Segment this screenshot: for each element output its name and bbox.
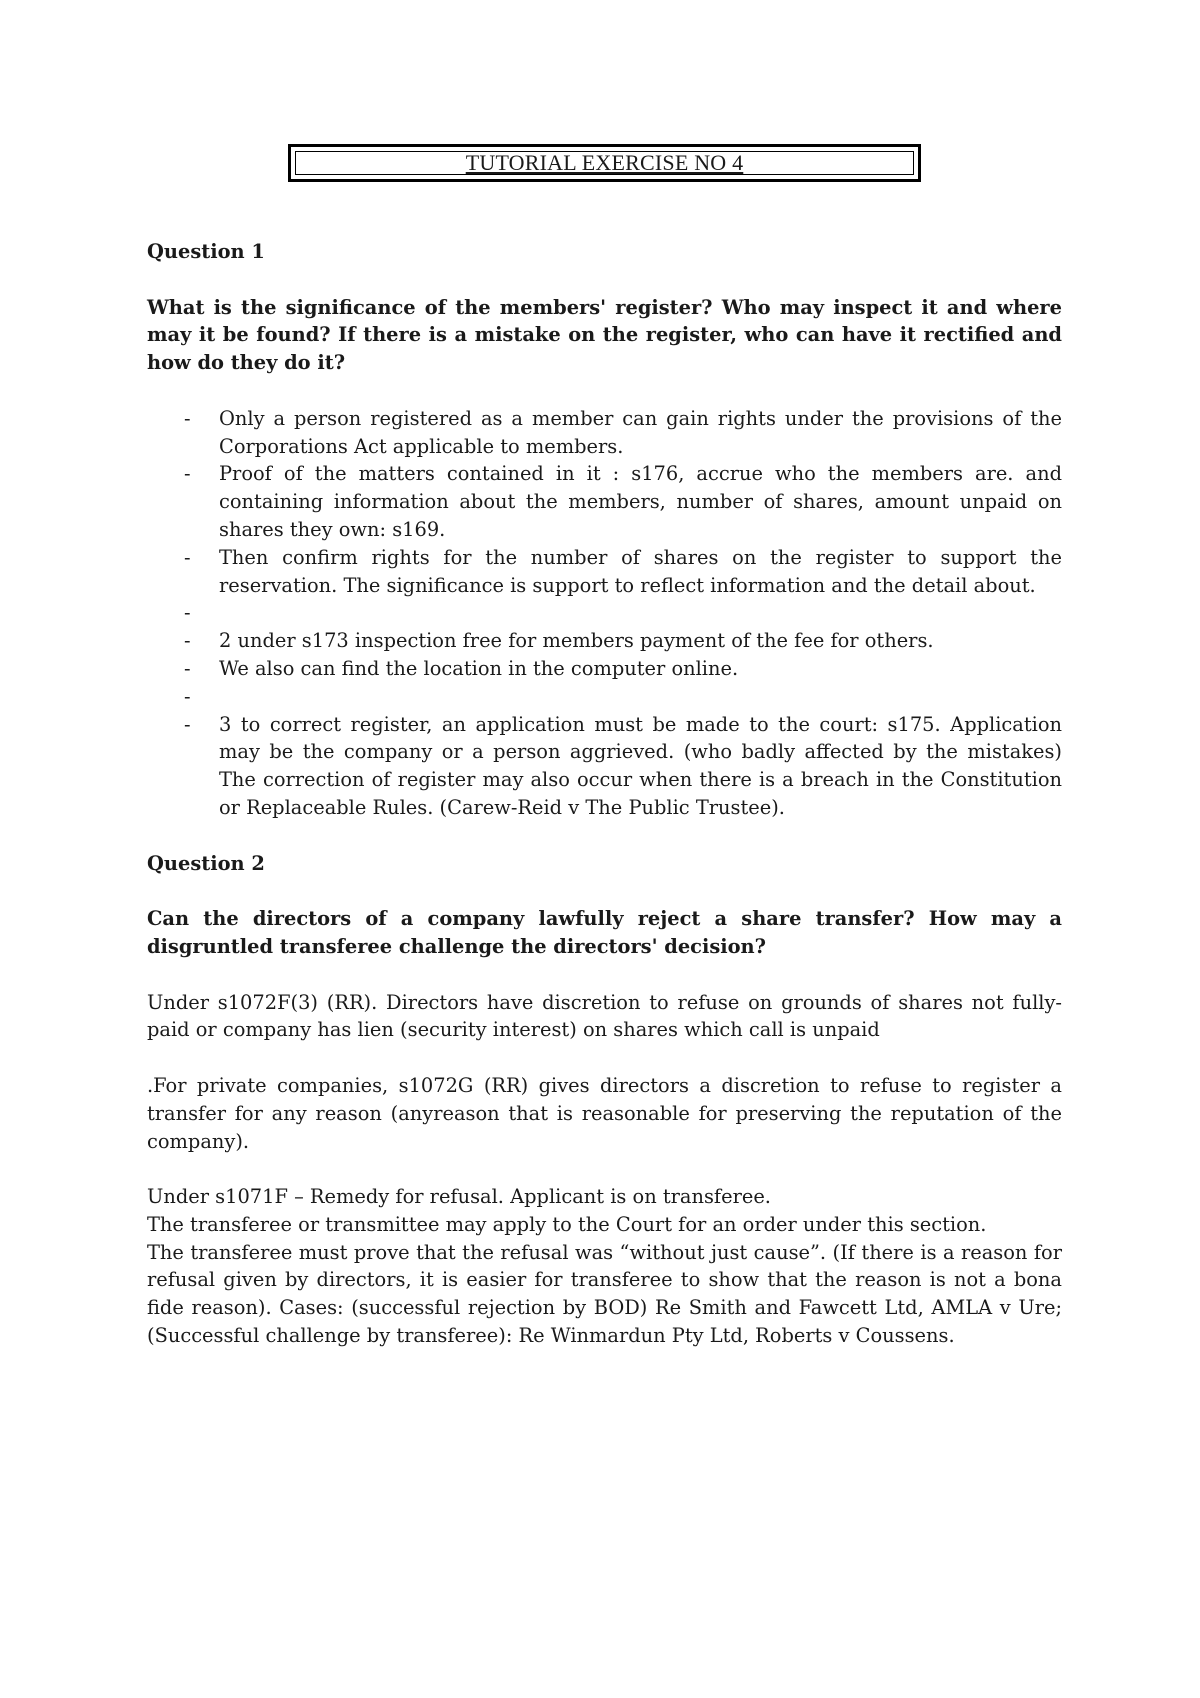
title-box	[288, 144, 921, 182]
dash-bullet: -	[184, 629, 191, 653]
document-title: TUTORIAL EXERCISE NO 4	[465, 150, 744, 175]
dash-bullet: -	[184, 406, 191, 430]
list-item-text: We also can find the location in the computer online.	[219, 656, 739, 680]
document-body	[147, 238, 1062, 1350]
list-item-text: Proof of the matters contained in it : s176, accrue who the members are. and containing information about the members, number of shares, amount unpaid on shares they own: s169.	[219, 462, 1062, 541]
list-item	[147, 544, 1062, 600]
question-1-heading: Question 1	[147, 240, 265, 263]
dash-bullet: -	[184, 656, 191, 680]
list-item-text: Then confirm rights for the number of shares on the register to support the reservation. The significance is support to reflect information and the detail about.	[219, 545, 1062, 597]
list-item-text: Only a person registered as a member can gain rights under the provisions of the Corporations Act applicable to members.	[219, 406, 1062, 458]
list-item	[147, 599, 1062, 627]
dash-bullet: -	[184, 545, 191, 569]
list-item	[147, 405, 1062, 461]
list-item-text: 2 under s173 inspection free for members payment of the fee for others.	[219, 629, 934, 653]
answer-paragraph-1: Under s1072F(3) (RR). Directors have discretion to refuse on grounds of shares not fully-paid or company has lien (security interest) on shares which call is unpaid	[147, 990, 1062, 1042]
question-2-text: Can the directors of a company lawfully reject a share transfer? How may a disgruntled transferee challenge the directors' decision?	[147, 907, 1062, 958]
answer-line: The transferee must prove that the refusal was “without just cause”. (If there is a reason for refusal given by directors, it is easier for transferee to show that the reason is not a bona fide reason). Cases: (successful rejection by BOD) Re Smith and Fawcett Ltd, AMLA v Ure; (Successful challenge by transferee): Re Winmardun Pty Ltd, Roberts v Coussens.	[147, 1240, 1062, 1348]
answer-line: Under s1071F – Remedy for refusal. Applicant is on transferee.	[147, 1185, 771, 1209]
list-item	[147, 655, 1062, 683]
question-2-heading: Question 2	[147, 851, 265, 875]
list-item	[147, 711, 1062, 822]
list-item	[147, 460, 1062, 543]
list-item	[147, 683, 1062, 711]
answer-paragraph-2: .For private companies, s1072G (RR) gives directors a discretion to refuse to register a transfer for any reason (anyreason that is reasonable for preserving the reputation of the company).	[147, 1073, 1062, 1153]
dash-bullet: -	[184, 684, 191, 708]
question-1-text: What is the significance of the members' register? Who may inspect it and where may it be found? If there is a mistake on the register, who can have it rectified and how do they do it?	[147, 295, 1062, 375]
question-1-answer-list	[147, 405, 1062, 822]
dash-bullet: -	[184, 712, 191, 736]
list-item	[147, 627, 1062, 655]
dash-bullet: -	[184, 601, 191, 625]
dash-bullet: -	[184, 462, 191, 486]
list-item-text: 3 to correct register, an application must be made to the court: s175. Application may be the company or a person aggrieved. (who badly affected by the mistakes) The correction of register may also occur when there is a breach in the Constitution or Replaceable Rules. (Carew-Reid v The Public Trustee).	[219, 712, 1062, 819]
answer-line: The transferee or transmittee may apply to the Court for an order under this section.	[147, 1212, 987, 1236]
